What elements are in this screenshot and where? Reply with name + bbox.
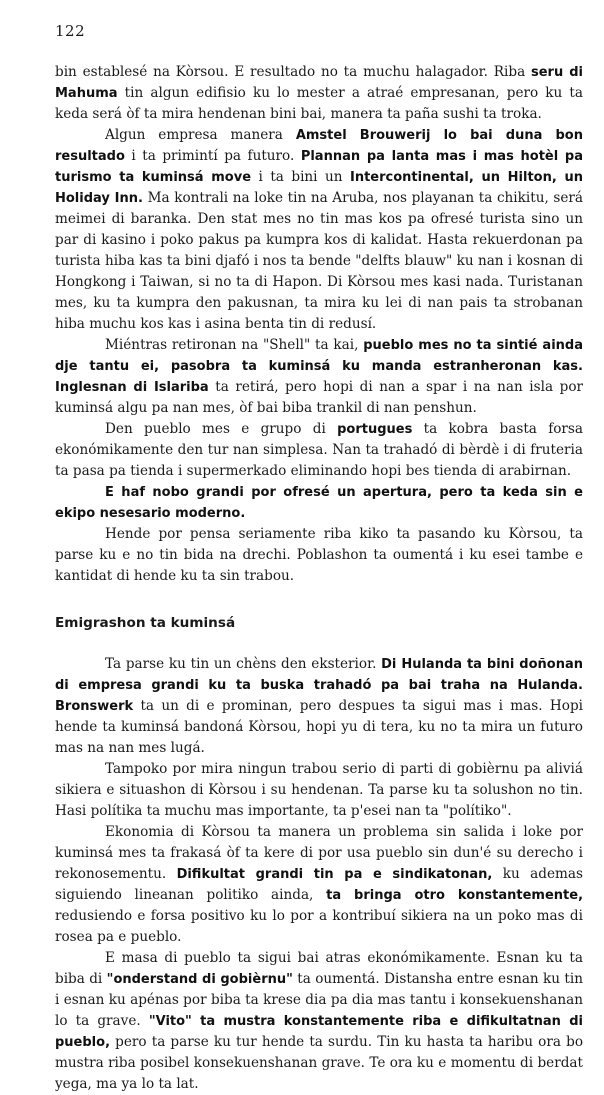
paragraph [55,524,583,587]
text-run: ta oumentá. Distansha entre esnan ku tin i esnan ku apénas por biba ta krese dia pa dia mas tantu i konsekuenshanan lo ta grave. [55,971,583,1029]
paragraph [55,419,583,482]
bold-text-run: Di Hulanda ta bini doñonan di empresa grandi ku ta buska trahadó pa bai traha na Hulanda. Bronswerk [55,657,583,714]
bold-text-run: Difikultat grandi tin pa e sindikatonan, [176,867,493,882]
bold-text-run: E haf nobo grandi por ofresé un apertura, pero ta keda sin e ekipo nesesario moderno. [55,485,583,521]
bold-text-run: Intercontinental, un Hilton, un Holiday Inn. [55,170,583,206]
text-run: ta un di e prominan, pero despues ta sigui mas i mas. Hopi hende ta kuminsá bandoná Kòrsou, hopi yu di tera, ku no ta mira un futuro mas na nan mes lugá. [55,698,583,756]
text-run: Ta parse ku tin un chèns den eksterior. [105,656,382,672]
text-run: ta retirá, pero hopi di nan a spar i na nan isla por kuminsá algu pa nan mes, òf bai biba trankil di nan penshun. [55,379,583,416]
paragraph [55,62,583,125]
bold-text-run: ta bringa otro konstantemente, [326,888,584,903]
page-number: 122 [55,22,86,40]
text-run: E masa di pueblo ta sigui bai atras ekonómikamente. Esnan ku ta biba di [55,950,583,987]
text-run: Den pueblo mes e grupo di [105,421,338,437]
bold-text-run: portugues [337,422,413,437]
bold-text-run: Plannan pa lanta mas i mas hotèl pa turismo ta kuminsá move [55,149,583,185]
text-run: Ma kontrali na loke tin na Aruba, nos playanan ta chikitu, será meimei di baranka. Den stat mes no tin mas kos pa ofresé turista sino un par di kasino i poko pakus pa kumpra kos di kalidat. Hasta rekuerdonan pa turista hiba kas ta bini djafó i nos ta bende "delfts blauw" ku nan i kosnan di Hongkong i Taiwan, si no ta di Hapon. Di Kòrsou mes kasi nada. Turistanan mes, ku ta kumpra den pakusnan, ta mira ku lei di nan pais ta strobanan hiba muchu kos kas i asina benta tin di redusí. [55,190,584,332]
paragraph [55,335,583,419]
text-run: Ekonomia di Kòrsou ta manera un problema sin salida i loke por kuminsá mes ta frakasá òf ta kere di por usa pueblo sin dun'é su derecho i rekonosementu. [55,824,583,882]
text-run: tin algun edifisio ku lo mester a atraé empresanan, pero ku ta keda será òf ta mira hendenan bini bai, manera ta paña sushi ta troka. [55,85,583,122]
body-text [55,62,583,1095]
text-run: ta kobra basta forsa ekonómikamente den tur nan simplesa. Nan ta trahadó di bèrdè i di fruteria ta pasa pa tienda i supermerkado eliminando hopi bes tienda di arabirnan. [55,421,583,479]
text-run: i ta bini un [251,169,350,185]
text-run: i ta primintí pa futuro. [124,148,301,164]
bold-text-run: "onderstand di gobièrnu" [106,972,293,987]
bold-text-run: seru di Mahuma [55,65,583,101]
text-run: bin establesé na Kòrsou. E resultado no ta muchu halagador. Riba [55,64,531,80]
paragraph [55,654,583,759]
bold-text-run: "Vito" ta mustra konstantemente riba e difikultatnan di pueblo, [55,1014,583,1050]
text-run: Algun empresa manera [105,127,296,143]
paragraph [55,822,583,948]
paragraph [55,125,583,335]
bold-text-run: Amstel Brouwerij lo bai duna bon resultado [55,128,583,164]
text-run: Tampoko por mira ningun trabou serio di parti di gobièrnu pa aliviá sikiera e situashon di Kòrsou i su hendenan. Ta parse ku ta solushon no tin. Hasi polítika ta muchu mas importante, ta p'esei nan ta "polítiko". [55,761,583,819]
section-heading: Emigrashon ta kuminsá [55,615,236,631]
text-run: Miéntras retironan na "Shell" ta kai, [105,337,364,353]
text-run: pero ta parse ku tur hende ta surdu. Tin ku hasta ta haribu ora bo mustra riba posibel konsekuenshanan grave. Te ora ku e momentu di berdat yega, ma ya lo ta lat. [55,1034,583,1092]
paragraph [55,759,583,822]
bold-text-run: pueblo mes no ta sintié ainda dje tantu ei, pasobra ta kuminsá ku manda estranheronan kas. Inglesnan di Islariba [55,338,583,395]
paragraph [55,948,583,1095]
text-run: ku ademas siguiendo lineanan politiko ainda, [55,866,583,903]
paragraph [55,482,583,524]
text-run: redusiendo e forsa positivo ku lo por a kontribuí sikiera na un poko mas di rosea pa e pueblo. [55,908,583,945]
text-run: Hende por pensa seriamente riba kiko ta pasando ku Kòrsou, ta parse ku e no tin bida na drechi. Poblashon ta oumentá i ku esei tambe e kantidat di hende ku ta sin trabou. [55,526,583,584]
